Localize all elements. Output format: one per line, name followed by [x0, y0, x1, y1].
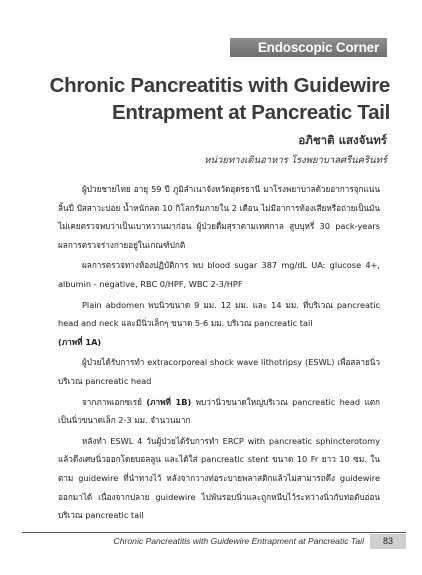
- figure-ref-1a: (ภาพที่ 1A): [58, 336, 102, 347]
- plain-abdomen-text: Plain abdomen พบนิ่วขนาด 9 มม. 12 มม. และ 14 มม. ที่บริเวณ pancreatic head and neck และมีนิ่วเล็กๆ ขนาด 5-6 มม. บริเวณ pancreatic tail: [58, 299, 380, 329]
- title-line-1: Chronic Pancreatitis with Guidewire: [49, 74, 390, 97]
- paragraph-history: ผู้ป่วยชายไทย อายุ 59 ปี ภูมิลำเนาจังหวัดอุดรธานี มาโรงพยาบาลด้วยอาการจุกแน่นลิ้นปี่ ปัสสาวะบ่อย น้ำหนักลด 10 กิโลกรัมภายใน 2 เดือน ไม่มีอาการท้องเสียหรือถ่ายเป็นมัน ไม่เคยตรวจพบว่าเป็นเบาหวานมาก่อน ผู้ป่วยดื่มสุราตามเทศกาล สูบบุหรี่ 30 pack-years ผลการตรวจร่างกายอยู่ในเกณฑ์ปกติ: [58, 184, 380, 250]
- figure-ref-1b: (ภาพที่ 1B): [146, 396, 192, 407]
- xray-text-before: จากภาพเอกซเรย์: [82, 396, 142, 407]
- author-name: อภิชาติ แสงจันทร์: [298, 133, 387, 147]
- paragraph-eswl: ผู้ป่วยได้รับการทำ extracorporeal shock wave lithotripsy (ESWL) เพื่อสลายนิ่วบริเวณ pancreatic head: [58, 357, 380, 386]
- xray-text-after: พบว่านิ่วขนาดใหญ่บริเวณ pancreatic head แตกเป็นนิ่วขนาดเล็ก 2-3 มม. จำนวนมาก: [58, 396, 381, 426]
- paragraph-plain-abdomen: [58, 296, 380, 352]
- page-number: 83: [370, 534, 406, 549]
- article-body: [58, 180, 380, 525]
- paragraph-lab-results: ผลการตรวจทางห้องปฏิบัติการ พบ blood sugar 387 mg/dL UA: glucose 4+, albumin - negative, RBC 0/HPF, WBC 2-3/HPF: [58, 260, 380, 289]
- section-banner: Endoscopic Corner: [230, 38, 387, 57]
- paragraph-xray: [58, 393, 380, 430]
- paragraph-ercp: หลังทำ ESWL 4 วันผู้ป่วยได้รับการทำ ERCP with pancreatic sphincterotomy แล้วดึงเศษนิ่วออกโดยบอลลูน และได้ใส่ pancreatic stent ขนาด 10 Fr ยาว 10 ซม. ในตาม guidewire ที่นำทางไว้ หลังจากวางท่อระบายพลาสติกแล้วไม่สามารถดึง guidewire ออกมาได้ เนื่องจากปลาย guidewire ไปพันรอบนิ่วและถูกหนีบไว้ระหว่างนิ่วกับท่อตับอ่อนบริเวณ pancreatic tail: [58, 435, 380, 521]
- footer-divider: [22, 532, 406, 533]
- author-affiliation: หน่วยทางเดินอาหาร โรงพยาบาลศรีนครินทร์: [204, 155, 387, 166]
- title-line-2: Entrapment at Pancreatic Tail: [111, 101, 390, 124]
- article-title: [40, 72, 390, 126]
- footer-running-title: Chronic Pancreatitis with Guidewire Entrapment at Pancreatic Tail: [113, 536, 364, 546]
